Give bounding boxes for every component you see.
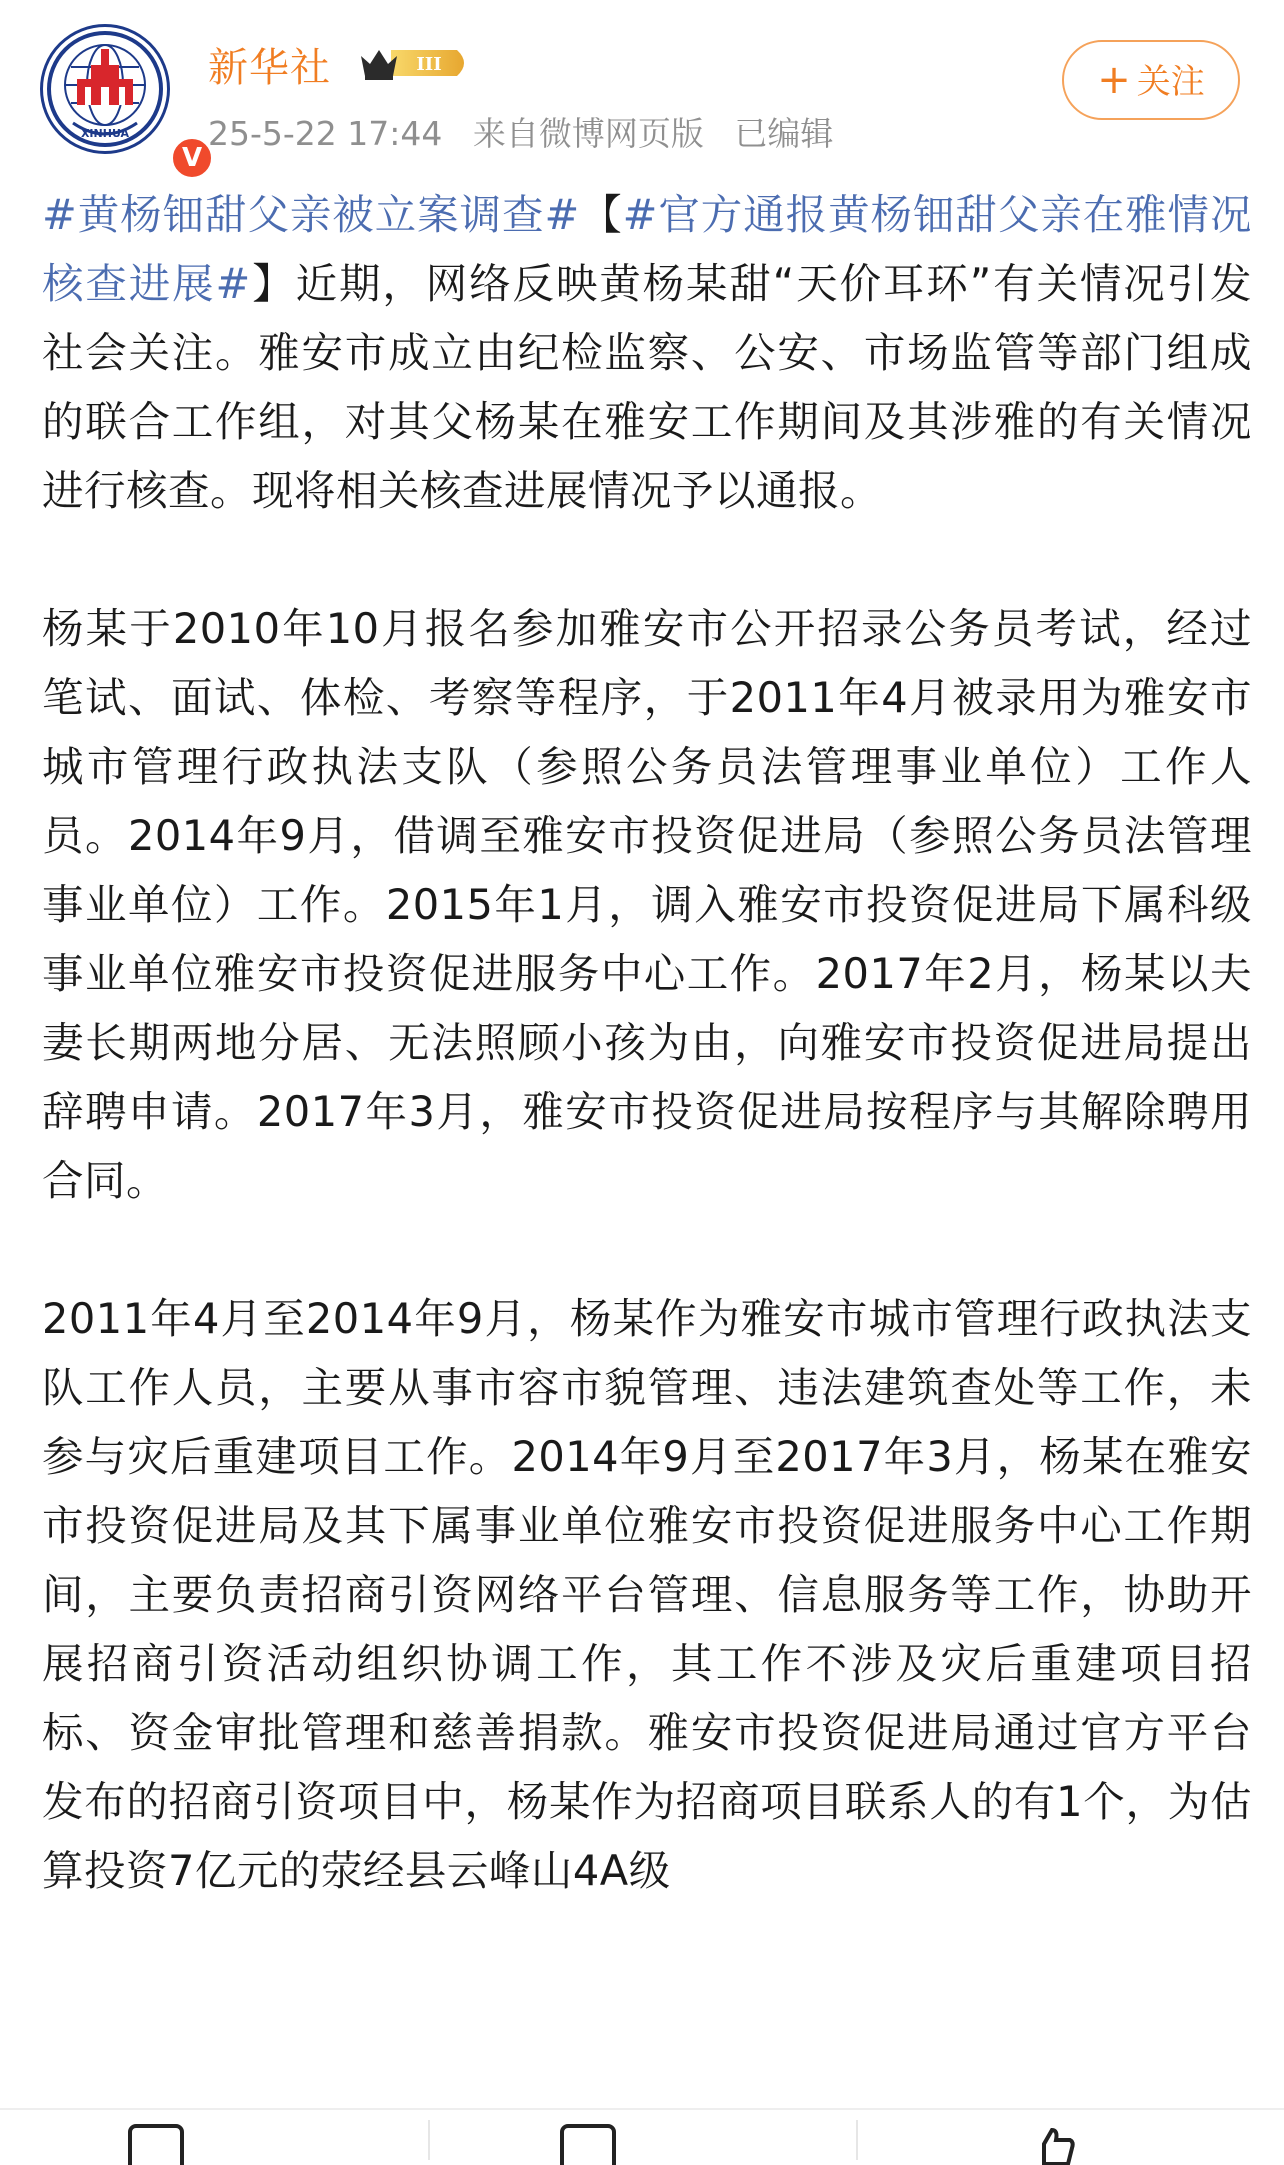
toolbar-comment[interactable]: [560, 2124, 616, 2165]
crown-level-badge-icon[interactable]: [357, 42, 473, 84]
post-header: [0, 0, 1284, 173]
level-mark: III: [416, 54, 442, 75]
toolbar-divider: [856, 2120, 858, 2160]
topic-hashtag[interactable]: #黄杨钿甜父亲被立案调查#: [42, 190, 580, 239]
post-meta: [208, 108, 853, 155]
bottom-toolbar: [0, 2108, 1284, 2165]
paragraph-1: [42, 180, 1252, 525]
text-segment: 】近期，网络反映黄杨某甜“天价耳环”有关情况引发社会关注。雅安市成立由纪检监察、公安、市场监管等部门组成的联合工作组，对其父杨某在雅安工作期间及其涉雅的有关情况进行核查。现将相关核查进展情况予以通报。: [42, 259, 1252, 515]
post-source[interactable]: 来自微博网页版: [472, 114, 704, 153]
author-avatar[interactable]: [40, 24, 203, 173]
comment-icon: [560, 2124, 616, 2165]
text-segment: 杨某于2010年10月报名参加雅安市公开招录公务员考试，经过笔试、面试、体检、考察等程序，于2011年4月被录用为雅安市城市管理行政执法支队（参照公务员法管理事业单位）工作人员。2014年9月，借调至雅安市投资促进局（参照公务员法管理事业单位）工作。2015年1月，调入雅安市投资促进局下属科级事业单位雅安市投资促进服务中心工作。2017年2月，杨某以夫妻长期两地分居、无法照顾小孩为由，向雅安市投资促进局提出辞聘申请。2017年3月，雅安市投资促进局按程序与其解除聘用合同。: [42, 604, 1252, 1205]
toolbar-like[interactable]: [1030, 2124, 1080, 2165]
text-segment: 2011年4月至2014年9月，杨某作为雅安市城市管理行政执法支队工作人员，主要从事市容市貌管理、违法建筑查处等工作，未参与灾后重建项目工作。2014年9月至2017年3月，杨某在雅安市投资促进局及其下属事业单位雅安市投资促进服务中心工作期间，主要负责招商引资网络平台管理、信息服务等工作，协助开展招商引资活动组织协调工作，其工作不涉及灾后重建项目招标、资金审批管理和慈善捐款。雅安市投资促进局通过官方平台发布的招商引资项目中，杨某作为招商项目联系人的有1个，为估算投资7亿元的荥经县云峰山4A级: [42, 1294, 1252, 1895]
post-body: [42, 180, 1252, 1905]
paragraph-2: [42, 594, 1252, 1215]
share-icon: [128, 2124, 184, 2165]
author-name[interactable]: 新华社: [208, 45, 331, 91]
paragraph-3: [42, 1284, 1252, 1905]
xinhua-logo-icon: [43, 27, 167, 151]
like-icon: [1030, 2124, 1080, 2165]
toolbar-divider: [428, 2120, 430, 2160]
post-timestamp: 25-5-22 17:44: [208, 114, 443, 153]
plus-icon: +: [1097, 57, 1131, 103]
svg-text:XINHUA: XINHUA: [80, 127, 130, 140]
verified-v-icon: V: [169, 135, 215, 181]
text-segment: 【: [579, 190, 623, 239]
follow-button[interactable]: [1062, 40, 1240, 120]
topic-hashtag[interactable]: #官方通报黄杨钿甜父亲在雅情况核查进展#: [42, 190, 1252, 308]
toolbar-share[interactable]: [128, 2124, 184, 2165]
follow-button-label: 关注: [1136, 62, 1205, 102]
edited-label[interactable]: 已编辑: [734, 114, 834, 153]
